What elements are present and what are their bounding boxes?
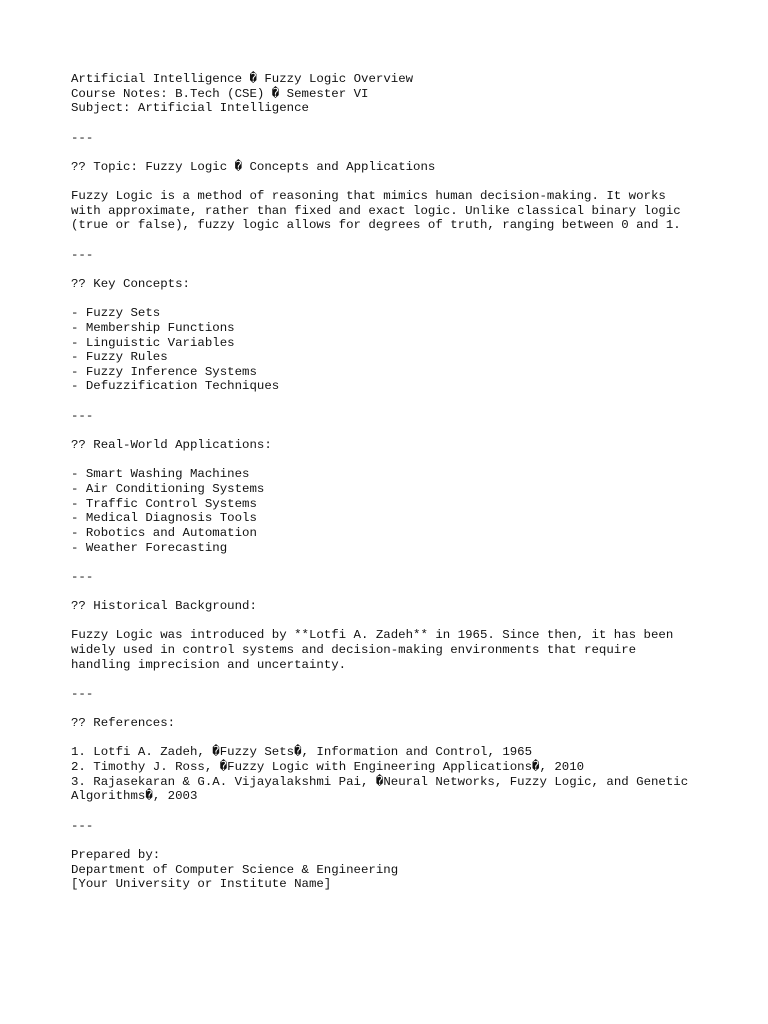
doc-title: Artificial Intelligence � Fuzzy Logic Overview xyxy=(71,72,414,86)
blank-line xyxy=(71,453,721,468)
blank-line xyxy=(71,262,721,277)
institute-line: [Your University or Institute Name] xyxy=(71,877,332,892)
applications-heading: ?? Real-World Applications: xyxy=(71,438,272,453)
list-item: - Traffic Control Systems xyxy=(71,496,257,511)
separator: --- xyxy=(71,818,94,833)
separator: --- xyxy=(71,686,94,701)
separator: --- xyxy=(71,408,94,423)
blank-line xyxy=(71,804,721,819)
prepared-by-label: Prepared by: xyxy=(71,847,161,862)
paragraph-line: with approximate, rather than fixed and exact logic. Unlike classical binary logic xyxy=(71,203,681,218)
paragraph-line: Fuzzy Logic was introduced by **Lotfi A. Zadeh** in 1965. Since then, it has been xyxy=(71,628,674,643)
blank-line xyxy=(71,394,721,409)
key-concepts-list xyxy=(71,306,721,394)
list-item: - Fuzzy Sets xyxy=(71,306,161,321)
blank-line xyxy=(71,423,721,438)
reference-item-continuation: Algorithms�, 2003 xyxy=(71,789,198,804)
list-item: - Medical Diagnosis Tools xyxy=(71,511,257,526)
blank-line xyxy=(71,614,721,629)
separator: --- xyxy=(71,569,94,584)
blank-line xyxy=(71,702,721,717)
history-paragraph xyxy=(71,628,721,672)
references-heading: ?? References: xyxy=(71,716,176,731)
blank-line xyxy=(71,584,721,599)
blank-line xyxy=(71,672,721,687)
blank-line xyxy=(71,145,721,160)
separator: --- xyxy=(71,130,94,145)
reference-item: 3. Rajasekaran & G.A. Vijayalakshmi Pai, �Neural Networks, Fuzzy Logic, and Genetic xyxy=(71,774,689,789)
paragraph-line: Fuzzy Logic is a method of reasoning that mimics human decision-making. It works xyxy=(71,189,666,204)
key-concepts-heading: ?? Key Concepts: xyxy=(71,276,190,291)
list-item: - Smart Washing Machines xyxy=(71,467,250,482)
department-line: Department of Computer Science & Engineering xyxy=(71,862,399,877)
blank-line xyxy=(71,233,721,248)
document-page xyxy=(71,72,721,892)
list-item: - Defuzzification Techniques xyxy=(71,379,280,394)
blank-line xyxy=(71,292,721,307)
course-notes-line: Course Notes: B.Tech (CSE) � Semester VI xyxy=(71,86,369,101)
list-item: - Fuzzy Inference Systems xyxy=(71,364,257,379)
blank-line xyxy=(71,174,721,189)
list-item: - Robotics and Automation xyxy=(71,525,257,540)
references-list xyxy=(71,745,721,804)
blank-line xyxy=(71,116,721,131)
list-item: - Linguistic Variables xyxy=(71,335,235,350)
list-item: - Membership Functions xyxy=(71,320,235,335)
separator: --- xyxy=(71,247,94,262)
applications-list xyxy=(71,467,721,555)
paragraph-line: widely used in control systems and decision-making environments that require xyxy=(71,642,637,657)
topic-paragraph xyxy=(71,189,721,233)
reference-item: 1. Lotfi A. Zadeh, �Fuzzy Sets�, Information and Control, 1965 xyxy=(71,745,533,760)
topic-heading: ?? Topic: Fuzzy Logic � Concepts and Applications xyxy=(71,159,436,174)
list-item: - Fuzzy Rules xyxy=(71,350,168,365)
paragraph-line: (true or false), fuzzy logic allows for degrees of truth, ranging between 0 and 1. xyxy=(71,218,681,233)
subject-line: Subject: Artificial Intelligence xyxy=(71,101,309,116)
blank-line xyxy=(71,731,721,746)
history-heading: ?? Historical Background: xyxy=(71,599,257,614)
list-item: - Weather Forecasting xyxy=(71,540,228,555)
blank-line xyxy=(71,833,721,848)
list-item: - Air Conditioning Systems xyxy=(71,481,265,496)
reference-item: 2. Timothy J. Ross, �Fuzzy Logic with Engineering Applications�, 2010 xyxy=(71,760,585,775)
paragraph-line: handling imprecision and uncertainty. xyxy=(71,657,347,672)
blank-line xyxy=(71,555,721,570)
prepared-by-block xyxy=(71,848,721,892)
